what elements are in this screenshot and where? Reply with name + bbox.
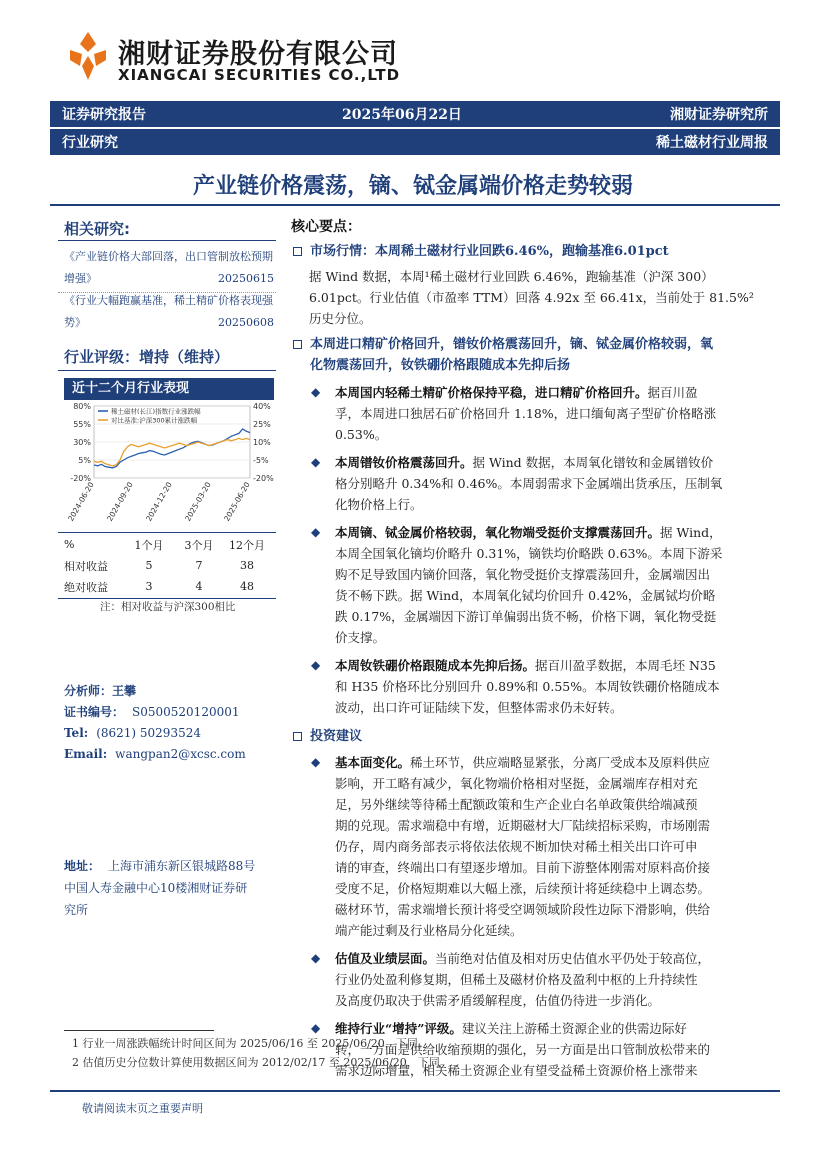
- report-category: 行业研究: [62, 135, 118, 151]
- table-cell: 3: [145, 580, 153, 593]
- left-axis-tick-label: 80%: [73, 402, 91, 411]
- analyst-cert-line: [64, 702, 279, 723]
- bullet-line: 0.53%。: [335, 427, 388, 442]
- bullet-line: 价支撑。: [335, 630, 386, 645]
- table-cell: 5: [145, 559, 153, 572]
- table-cell: 48: [240, 580, 254, 593]
- related-item-title[interactable]: 《行业大幅跑赢基准，稀土精矿价格表现强: [64, 294, 273, 307]
- series-line-1: [94, 429, 250, 468]
- left-axis-tick-label: 5%: [78, 456, 91, 465]
- analyst-tel-label: Tel:: [64, 726, 89, 740]
- bullet-line: 期的兑现。需求端稳中有增，近期磁材大厂陆续招标采购，市场刚需: [335, 818, 711, 833]
- company-logo: [66, 30, 110, 82]
- section-heading: 投资建议: [310, 729, 363, 744]
- performance-table: [64, 534, 270, 597]
- section-prices: [293, 334, 773, 376]
- table-note: 注：相对收益与沪深300相比: [100, 601, 236, 613]
- left-axis-tick-label: -20%: [70, 474, 91, 483]
- section-heading: 市场行情：本周稀土磁材行业回跌6.46%，跑输基准6.01pct: [310, 244, 669, 259]
- section-heading-cont: 化物震荡回升，钕铁硼价格跟随成本先抑后扬: [310, 358, 571, 373]
- bullet-lead: 基本面变化。: [335, 755, 411, 770]
- table-cell: 相对收益: [64, 559, 108, 573]
- footnote-1: 1 行业一周涨跌幅统计时间区间为 2025/06/16 至 2025/06/20，下同。: [72, 1037, 429, 1050]
- bullet-line: 孚，本周进口独居石矿价格回升 1.18%，进口缅甸离子型矿价格略涨: [335, 406, 717, 421]
- bullet-line: 端产能过剩及行业格局分化延续。: [335, 923, 523, 938]
- address-line: 中国人寿金融中心10楼湘财证券研: [64, 881, 248, 895]
- bullet-text: 稀土环节，供应端略显紧张，分离厂受成本及原料供应: [410, 755, 711, 770]
- research-institute: 湘财证券研究所: [670, 107, 768, 123]
- bullet-line: [335, 948, 773, 969]
- section-heading-line: [293, 334, 773, 355]
- bullet-lead: 本周钕铁硼价格跟随成本先抑后扬。: [335, 658, 536, 673]
- related-item-title-cont[interactable]: 势》: [64, 316, 86, 329]
- footer-rule: [50, 1090, 780, 1092]
- diamond-icon: ◆: [311, 385, 321, 399]
- bullet-text: 据 Wind 数据，本周氧化镨钕和金属镨钕价: [472, 455, 714, 470]
- diamond-icon: ◆: [311, 755, 321, 769]
- right-axis-tick-label: 10%: [253, 438, 271, 447]
- analyst-info: [64, 681, 279, 765]
- bullet-line: [335, 655, 773, 676]
- table-header-cell: 3个月: [184, 538, 214, 552]
- report-series: 稀土磁材行业周报: [656, 135, 768, 151]
- bullet-lead: 本周镨钕价格震荡回升。: [335, 455, 473, 470]
- right-axis-tick-label: 25%: [253, 420, 271, 429]
- footnote-2: 2 估值历史分位数计算使用数据区间为 2012/02/17 至 2025/06/20，下同。: [72, 1056, 451, 1069]
- bullet-line: [335, 522, 773, 543]
- company-name-cn: 湘财证券股份有限公司: [118, 39, 398, 70]
- section-square-icon: [293, 247, 302, 256]
- address-text: 上海市浦东新区银城路88号: [108, 859, 256, 873]
- section-heading: 本周进口精矿价格回升，镨钕价格震荡回升，镝、铽金属价格较弱，氧: [310, 337, 714, 352]
- bullet-line: 行业仍处盈利修复期，但稀土及磁材价格及盈利中枢的上升持续性: [335, 972, 698, 987]
- table-cell: 38: [240, 559, 254, 572]
- body-line: 6.01pct。行业估值（市盈率 TTM）回落 4.92x 至 66.41x，当前处于 81.5%²: [309, 290, 754, 305]
- related-item-title[interactable]: 《产业链价格大部回落，出口管制放松预期: [64, 250, 273, 263]
- right-axis-tick-label: -5%: [253, 456, 269, 465]
- related-research-heading: 相关研究:: [64, 220, 130, 238]
- analyst-email[interactable]: wangpan2@xcsc.com: [115, 747, 246, 761]
- bullet-text: 当前绝对估值及相对历史估值水平仍处于较高位，: [435, 951, 711, 966]
- bullet-line: 货不畅下跌。据 Wind，本周氧化铽均价回升 0.42%，金属铽均价略: [335, 588, 716, 603]
- report-type: 证券研究报告: [62, 107, 146, 123]
- bullet-line: 购不足导致国内镝价回落，氧化物受挺价支撑震荡回升，金属端因出: [335, 567, 711, 582]
- section-investment: [293, 726, 773, 747]
- bullet-line: 转，一方面是供给收缩预期的强化，另一方面是出口管制放松带来的: [335, 1042, 711, 1057]
- bullet-item: [293, 752, 773, 941]
- bullet-item: [293, 452, 773, 515]
- bullet-text: 据百川盈孚数据，本周毛坯 N35: [535, 658, 716, 673]
- analyst-name: 王攀: [112, 684, 137, 698]
- address-label: 地址：: [64, 859, 101, 873]
- analyst-cert: S0500520120001: [132, 705, 240, 719]
- logo-icon: [66, 30, 110, 82]
- analyst-tel-line: [64, 723, 279, 744]
- x-axis-tick-label: 2025-03-20: [183, 480, 213, 523]
- related-item-title-cont[interactable]: 增强》: [64, 272, 97, 285]
- bullet-lead: 本周国内轻稀土精矿价格保持平稳，进口精矿价格回升。: [335, 385, 648, 400]
- x-axis-tick-label: 2025-06-20: [222, 480, 252, 523]
- bullet-text: 建议关注上游稀土资源企业的供需边际好: [461, 1021, 687, 1036]
- right-axis-tick-label: -20%: [253, 474, 274, 483]
- core-points-heading: 核心要点：: [291, 219, 361, 235]
- table-header-cell: %: [64, 538, 75, 551]
- title-rule: [50, 204, 780, 206]
- footnotes: [72, 1034, 772, 1072]
- bullet-item: [293, 655, 773, 718]
- bullet-lead: 估值及业绩层面。: [335, 951, 436, 966]
- report-date: 2025年06月22日: [342, 107, 462, 123]
- table-header-cell: 12个月: [229, 538, 265, 552]
- footer-disclaimer[interactable]: 敬请阅读末页之重要声明: [82, 1102, 203, 1115]
- footnote-rule: [64, 1030, 214, 1031]
- bullet-item: [293, 522, 773, 648]
- main-content: [293, 241, 773, 1081]
- chart-heading: 近十二个月行业表现: [64, 378, 274, 400]
- section-body: [293, 266, 773, 329]
- bullet-line: 波动，出口许可证陆续下发，但整体需求仍未好转。: [335, 700, 623, 715]
- page-title: 产业链价格震荡，镝、铽金属端价格走势较弱: [192, 174, 633, 199]
- bullet-line: [335, 382, 773, 403]
- diamond-icon: ◆: [311, 951, 321, 965]
- table-header-cell: 1个月: [134, 538, 164, 552]
- legend-label: 稀土磁材(长江)指数行业涨跌幅: [111, 407, 201, 416]
- bullet-line: 和 H35 价格环比分别回升 0.89%和 0.55%。本周钕铁硼价格随成本: [335, 679, 720, 694]
- body-line: 历史分位。: [309, 311, 372, 326]
- bullet-line: 请的审查，终端出口有望逐步增加。目前下游整体刚需对原料高价接: [335, 860, 711, 875]
- analyst-name-line: [64, 681, 279, 702]
- bullet-line: 跌 0.17%，金属端因下游订单偏弱出货不畅，价格下调，氧化物受挺: [335, 609, 717, 624]
- diamond-icon: ◆: [311, 658, 321, 672]
- bullet-line: [335, 752, 773, 773]
- analyst-email-line: [64, 744, 279, 765]
- related-item-2[interactable]: [64, 290, 274, 334]
- table-row: [64, 576, 270, 597]
- diamond-icon: ◆: [311, 1021, 321, 1035]
- related-item-1[interactable]: [64, 246, 274, 290]
- table-cell: 绝对收益: [64, 580, 108, 594]
- analyst-email-label: Email:: [64, 747, 108, 761]
- header-bar-top: [50, 101, 780, 127]
- analyst-name-label: 分析师：: [64, 684, 113, 698]
- bullet-lead: 本周镝、铽金属价格较弱，氧化物端受挺价支撑震荡回升。: [335, 525, 661, 540]
- section-market: [293, 241, 773, 262]
- bullet-line: 磁材环节，需求端增长预计将受空调领域阶段性边际下滑影响，供给: [335, 902, 711, 917]
- section-square-icon: [293, 732, 302, 741]
- header-bar-bottom: [50, 129, 780, 155]
- related-item-date: 20250608: [218, 316, 274, 329]
- bullet-line: 格分别略升 0.34%和 0.46%。本周弱需求下金属端出货承压，压制氧: [335, 476, 723, 491]
- related-item-date: 20250615: [218, 272, 274, 285]
- x-axis-tick-label: 2024-06-20: [66, 480, 96, 523]
- table-cell: 4: [195, 580, 203, 593]
- left-axis-tick-label: 30%: [73, 438, 91, 447]
- right-axis-tick-label: 40%: [253, 402, 271, 411]
- bullet-line: 影响，开工略有减少，氧化物端价格相对坚挺，金属端库存相对充: [335, 776, 698, 791]
- x-axis-tick-label: 2024-09-20: [105, 480, 135, 523]
- chart-svg: [62, 400, 276, 528]
- industry-performance-chart: [62, 400, 276, 528]
- bullet-line: 需求边际增量，相关稀土资源企业有望受益稀土资源价格上涨带来: [335, 1063, 698, 1078]
- table-row: [64, 555, 270, 576]
- bullet-item: [293, 382, 773, 445]
- bullet-line: 化物价格上行。: [335, 497, 423, 512]
- x-axis-tick-label: 2024-12-20: [144, 480, 174, 523]
- body-line: 据 Wind 数据，本周¹稀土磁材行业回跌 6.46%，跑输基准（沪深 300）: [309, 269, 714, 284]
- bullet-line: 仍存，周内商务部表示将依法依规不断加快对稀土相关出口许可申: [335, 839, 698, 854]
- bullet-line: [335, 452, 773, 473]
- analyst-cert-label: 证书编号：: [64, 705, 125, 719]
- address-block: [64, 855, 279, 921]
- bullet-text: 据 Wind，: [660, 525, 722, 540]
- related-heading-rule: [58, 240, 276, 241]
- bullet-lead: 维持行业“增持”评级。: [335, 1021, 462, 1036]
- address-line: [64, 855, 279, 877]
- analyst-tel: (8621) 50293524: [96, 726, 201, 740]
- left-axis-tick-label: 55%: [73, 420, 91, 429]
- table-header-row: [64, 534, 270, 555]
- table-cell: 7: [195, 559, 203, 572]
- diamond-icon: ◆: [311, 525, 321, 539]
- section-square-icon: [293, 340, 302, 349]
- address-line: 究所: [64, 903, 89, 917]
- bullet-text: 据百川盈: [647, 385, 698, 400]
- perf-table-top-rule: [58, 532, 276, 533]
- industry-rating: 行业评级：增持（维持）: [64, 348, 230, 366]
- rating-rule: [58, 370, 276, 371]
- legend-label: 对比基准:沪深300累计涨跌幅: [111, 416, 198, 425]
- bullet-line: 足，另外继续等待稀土配额政策和生产企业白名单政策供给端减预: [335, 797, 698, 812]
- company-name-en: XIANGCAI SECURITIES CO.,LTD: [118, 66, 401, 84]
- diamond-icon: ◆: [311, 455, 321, 469]
- bullet-item: [293, 948, 773, 1011]
- bullet-line: 受度不足，价格短期难以大幅上涨，后续预计将延续稳中上调态势。: [335, 881, 711, 896]
- bullet-line: 及高度仍取决于供需矛盾缓解程度，估值仍待进一步消化。: [335, 993, 661, 1008]
- bullet-line: 本周全国氧化镝均价略升 0.31%，镝铁均价略跌 0.63%。本周下游采: [335, 546, 723, 561]
